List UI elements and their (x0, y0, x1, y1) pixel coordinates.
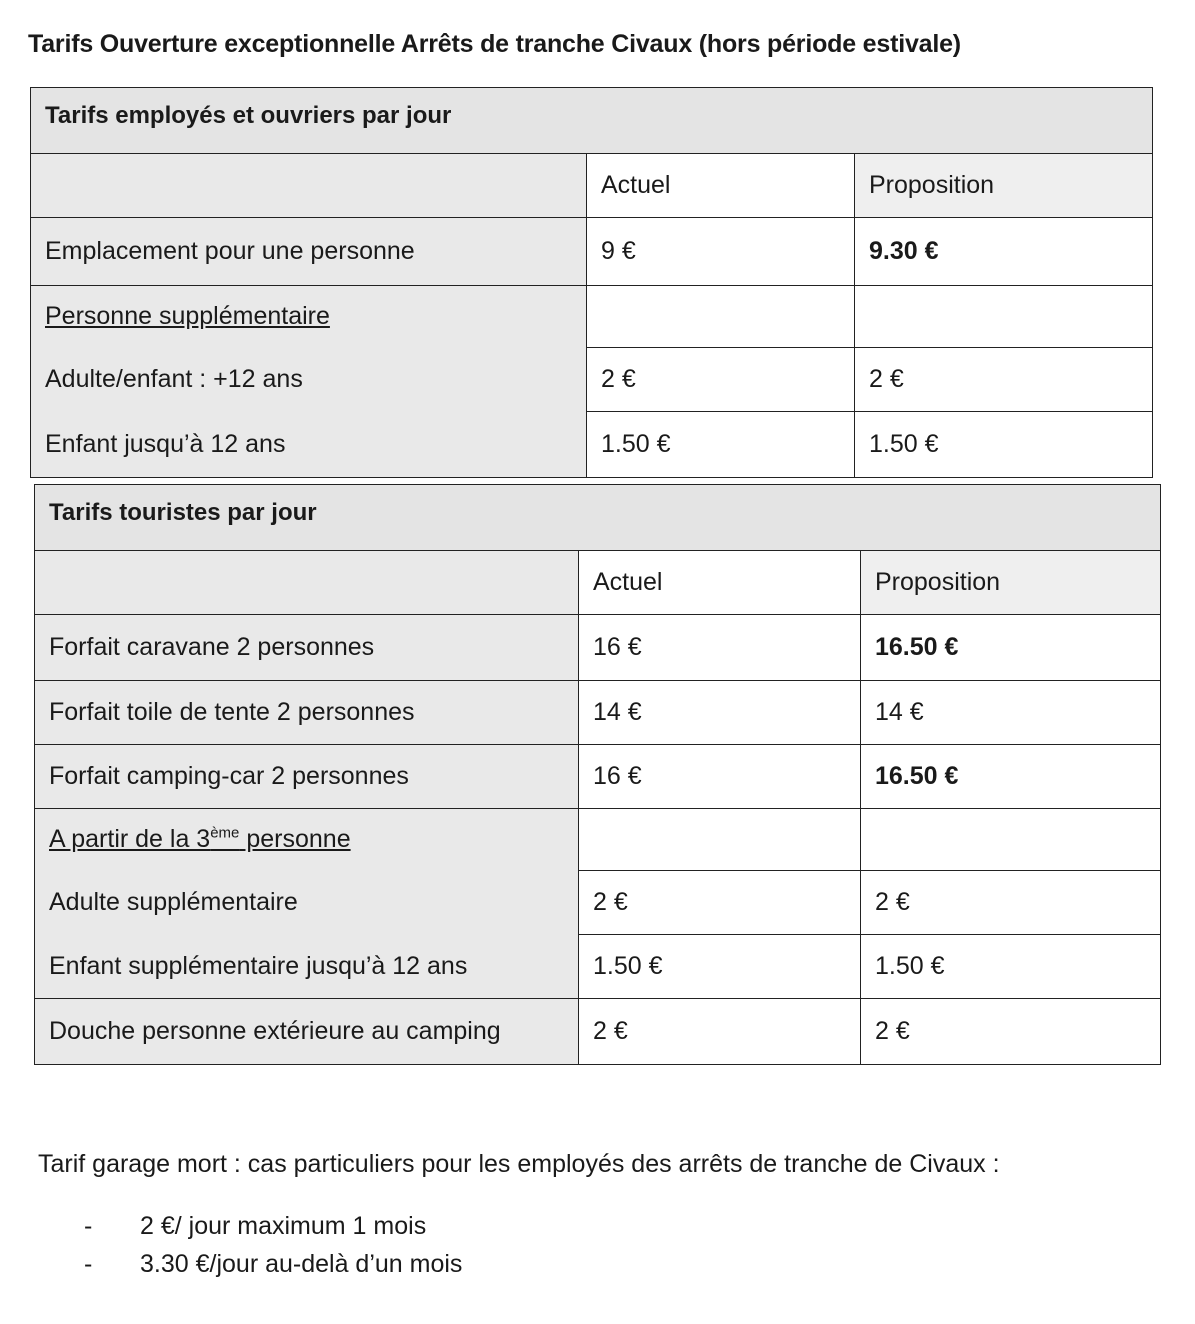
tarifs-touristes-table (34, 484, 1161, 1065)
row-label-section (35, 809, 579, 871)
proposition-value: 9.30 € (855, 218, 1153, 286)
proposition-value (855, 286, 1153, 348)
header-empty-cell (31, 154, 587, 218)
proposition-value: 1.50 € (855, 412, 1153, 478)
column-header-actuel: Actuel (587, 154, 855, 218)
list-item (84, 1212, 462, 1250)
column-header-actuel: Actuel (579, 551, 861, 615)
garage-list (84, 1212, 462, 1288)
actuel-value: 14 € (579, 681, 861, 745)
proposition-value: 2 € (861, 871, 1161, 935)
row-label-section (31, 286, 587, 348)
proposition-value: 16.50 € (861, 745, 1161, 809)
proposition-value: 16.50 € (861, 615, 1161, 681)
actuel-value: 16 € (579, 615, 861, 681)
header-empty-cell (35, 551, 579, 615)
section-label (49, 825, 351, 853)
list-item (84, 1250, 462, 1288)
proposition-value (861, 809, 1161, 871)
actuel-value: 1.50 € (587, 412, 855, 478)
row-label: Enfant supplémentaire jusqu’à 12 ans (35, 935, 579, 999)
section-label: Personne supplémentaire (45, 302, 330, 331)
section-label-prefix: A partir de la 3 (49, 825, 211, 854)
actuel-value (579, 809, 861, 871)
row-label: Forfait caravane 2 personnes (35, 615, 579, 681)
actuel-value: 2 € (587, 348, 855, 412)
proposition-value: 2 € (861, 999, 1161, 1065)
actuel-value: 1.50 € (579, 935, 861, 999)
row-label: Emplacement pour une personne (31, 218, 587, 286)
document-title: Tarifs Ouverture exceptionnelle Arrêts de tranche Civaux (hors période estivale) (28, 30, 961, 58)
proposition-value: 1.50 € (861, 935, 1161, 999)
column-header-proposition: Proposition (855, 154, 1153, 218)
garage-intro: Tarif garage mort : cas particuliers pour les employés des arrêts de tranche de Civaux : (38, 1150, 1000, 1178)
row-label: Adulte/enfant : +12 ans (31, 348, 587, 412)
row-label: Adulte supplémentaire (35, 871, 579, 935)
table-heading: Tarifs employés et ouvriers par jour (31, 88, 1153, 154)
actuel-value: 2 € (579, 871, 861, 935)
proposition-value: 2 € (855, 348, 1153, 412)
actuel-value: 2 € (579, 999, 861, 1065)
actuel-value: 9 € (587, 218, 855, 286)
dash-bullet: - (84, 1250, 93, 1278)
row-label: Enfant jusqu’à 12 ans (31, 412, 587, 478)
table-heading: Tarifs touristes par jour (35, 485, 1161, 551)
proposition-value: 14 € (861, 681, 1161, 745)
column-header-proposition: Proposition (861, 551, 1161, 615)
list-item-text: 3.30 €/jour au-delà d’un mois (140, 1250, 463, 1278)
row-label: Douche personne extérieure au camping (35, 999, 579, 1065)
row-label: Forfait toile de tente 2 personnes (35, 681, 579, 745)
section-label-suffix: personne (239, 825, 351, 854)
actuel-value (587, 286, 855, 348)
dash-bullet: - (84, 1212, 93, 1240)
tarifs-employes-table (30, 87, 1153, 478)
list-item-text: 2 €/ jour maximum 1 mois (140, 1212, 427, 1240)
actuel-value: 16 € (579, 745, 861, 809)
section-label-sup: ème (210, 825, 240, 843)
row-label: Forfait camping-car 2 personnes (35, 745, 579, 809)
